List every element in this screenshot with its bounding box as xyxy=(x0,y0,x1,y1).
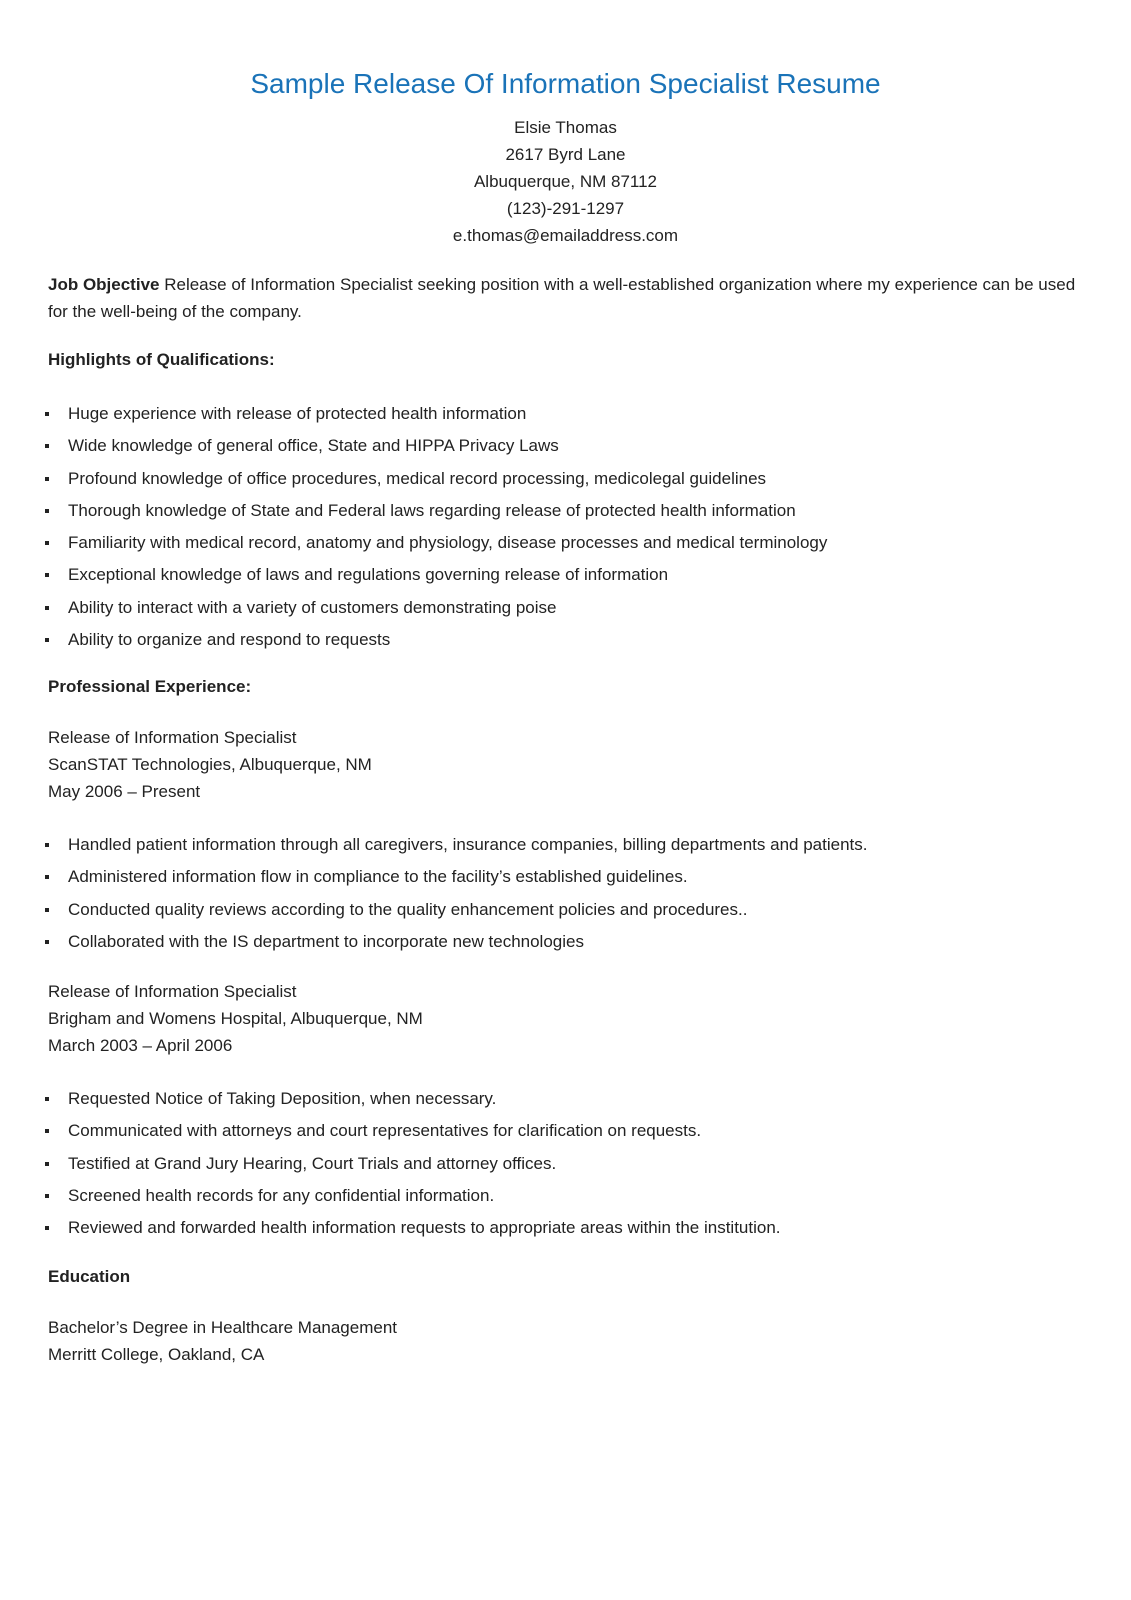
list-item xyxy=(48,495,1083,527)
list-item xyxy=(48,430,1083,462)
list-item-text: Reviewed and forwarded health information requests to appropriate areas within the institution. xyxy=(68,1218,781,1238)
bullet-icon xyxy=(45,606,49,610)
highlights-list xyxy=(48,398,1083,656)
bullet-icon xyxy=(45,477,49,481)
list-item xyxy=(48,624,1083,656)
contact-street: 2617 Byrd Lane xyxy=(505,145,626,164)
job-title: Release of Information Specialist xyxy=(48,982,297,1001)
bullet-icon xyxy=(45,875,49,879)
job-1-header xyxy=(48,724,372,805)
list-item-text: Screened health records for any confidential information. xyxy=(68,1185,495,1205)
job-dates: March 2003 – April 2006 xyxy=(48,1036,233,1055)
education-block xyxy=(48,1314,397,1368)
list-item-text: Testified at Grand Jury Hearing, Court Trials and attorney offices. xyxy=(68,1153,557,1173)
list-item-text: Collaborated with the IS department to incorporate new technologies xyxy=(68,931,584,951)
job-objective-label: Job Objective xyxy=(48,275,160,294)
resume-title: Sample Release Of Information Specialist Resume xyxy=(250,68,881,99)
job-objective xyxy=(48,271,1083,325)
job-2-header xyxy=(48,978,423,1059)
list-item xyxy=(48,1148,1083,1180)
list-item xyxy=(48,829,1083,861)
list-item-text: Familiarity with medical record, anatomy and physiology, disease processes and medical terminology xyxy=(68,533,828,553)
bullet-icon xyxy=(45,509,49,513)
bullet-icon xyxy=(45,541,49,545)
list-item-text: Handled patient information through all caregivers, insurance companies, billing departments and patients. xyxy=(68,835,868,854)
contact-block xyxy=(0,114,1131,249)
list-item-text: Administered information flow in compliance to the facility’s established guidelines. xyxy=(68,867,688,887)
education-degree: Bachelor’s Degree in Healthcare Management xyxy=(48,1318,398,1337)
bullet-icon xyxy=(45,1097,49,1101)
list-item xyxy=(48,1212,1083,1244)
job-objective-text: Release of Information Specialist seeking position with a well-established organization where my experience can be used for the well-being of the company. xyxy=(48,275,1076,321)
list-item xyxy=(48,1115,1083,1147)
list-item-text: Huge experience with release of protected health information xyxy=(68,404,527,423)
job-title: Release of Information Specialist xyxy=(48,728,297,747)
bullet-icon xyxy=(45,1226,49,1230)
bullet-icon xyxy=(45,1194,49,1198)
education-school: Merritt College, Oakland, CA xyxy=(48,1345,265,1364)
bullet-icon xyxy=(45,1162,49,1166)
job-dates: May 2006 – Present xyxy=(48,782,201,801)
list-item xyxy=(48,592,1083,624)
list-item xyxy=(48,1083,1083,1115)
list-item xyxy=(48,559,1083,591)
list-item xyxy=(48,926,1083,958)
list-item xyxy=(48,894,1083,926)
job-2-duties xyxy=(48,1083,1083,1244)
list-item xyxy=(48,463,1083,495)
list-item-text: Ability to interact with a variety of customers demonstrating poise xyxy=(68,597,557,617)
bullet-icon xyxy=(45,444,49,448)
bullet-icon xyxy=(45,638,49,642)
contact-phone: (123)-291-1297 xyxy=(506,199,625,218)
bullet-icon xyxy=(45,843,49,847)
experience-heading: Professional Experience: xyxy=(48,677,252,696)
list-item xyxy=(48,1180,1083,1212)
bullet-icon xyxy=(45,940,49,944)
list-item-text: Exceptional knowledge of laws and regulations governing release of information xyxy=(68,565,669,585)
list-item xyxy=(48,398,1083,430)
contact-name: Elsie Thomas xyxy=(514,118,617,137)
list-item-text: Communicated with attorneys and court representatives for clarification on requests. xyxy=(68,1121,702,1141)
list-item xyxy=(48,861,1083,893)
contact-city: Albuquerque, NM 87112 xyxy=(473,172,658,191)
education-heading: Education xyxy=(48,1267,131,1286)
highlights-heading: Highlights of Qualifications: xyxy=(48,350,275,369)
bullet-icon xyxy=(45,1129,49,1133)
bullet-icon xyxy=(45,908,49,912)
list-item-text: Conducted quality reviews according to the quality enhancement policies and procedures.. xyxy=(68,899,748,919)
list-item-text: Ability to organize and respond to requests xyxy=(68,630,391,650)
bullet-icon xyxy=(45,573,49,577)
bullet-icon xyxy=(45,412,49,416)
list-item-text: Thorough knowledge of State and Federal laws regarding release of protected health information xyxy=(68,500,796,520)
list-item-text: Wide knowledge of general office, State and HIPPA Privacy Laws xyxy=(68,436,559,456)
list-item xyxy=(48,527,1083,559)
job-1-duties xyxy=(48,829,1083,958)
contact-email: e.thomas@emailaddress.com xyxy=(452,226,679,245)
list-item-text: Profound knowledge of office procedures, medical record processing, medicolegal guidelines xyxy=(68,468,767,488)
job-employer: ScanSTAT Technologies, Albuquerque, NM xyxy=(48,755,372,774)
list-item-text: Requested Notice of Taking Deposition, when necessary. xyxy=(68,1089,497,1108)
job-employer: Brigham and Womens Hospital, Albuquerque, NM xyxy=(48,1009,423,1028)
